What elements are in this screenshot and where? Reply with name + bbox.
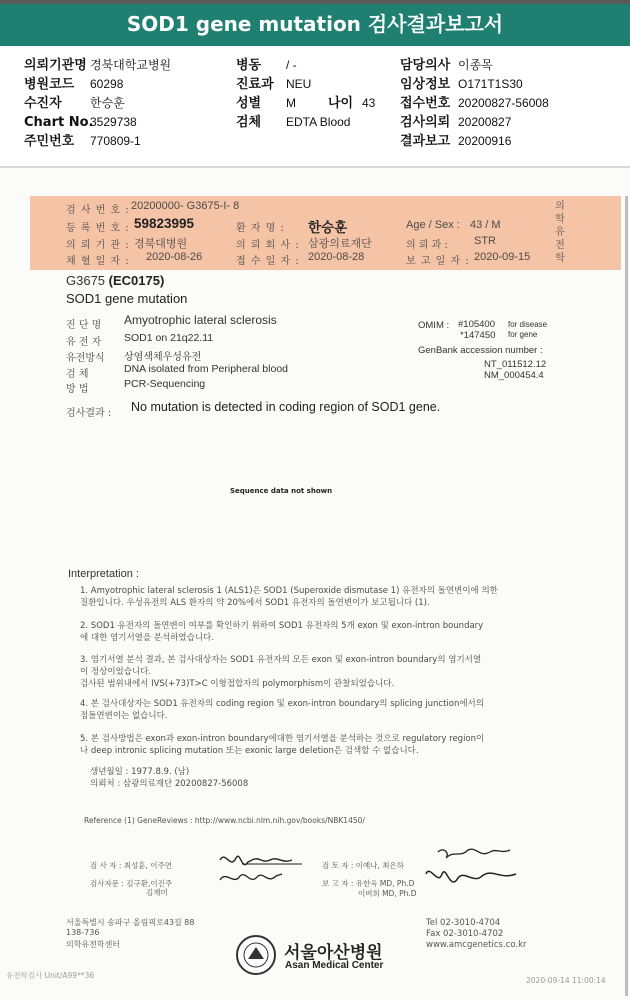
label-specimen: 검체 (236, 115, 262, 130)
req-org-label: 의 뢰 기 관 : (66, 240, 130, 251)
reg-no: 59823995 (134, 216, 195, 231)
reporter-2: 이벼희 MD, Ph.D (358, 889, 417, 898)
label-doctor: 담당의사 (400, 58, 451, 73)
birth-date: 생년월일 : 1977.8.9. (남) (90, 767, 190, 777)
gene-label: 유 전 자 (66, 337, 102, 348)
test-code-main: G3675 (66, 273, 106, 288)
footer-stamp-right: 2020-09-14 11:00:14 (526, 976, 606, 985)
omim-label: OMIM : (418, 320, 450, 331)
test-no: 20200000- G3675-I- 8 (131, 200, 240, 212)
reporter: 보 고 자 : 유한욱 MD, Ph.D (322, 879, 415, 888)
header-col1 (24, 56, 171, 151)
label-chart-no: Chart No. (24, 115, 94, 130)
result-label: 검사결과 : (66, 408, 112, 419)
gene: SOD1 on 21q22.11 (124, 332, 214, 344)
assistant-2: 김재미 (146, 888, 168, 897)
req-co-label: 의 뢰 회 사 : (236, 240, 300, 251)
specimen: DNA isolated from Peripheral blood (124, 363, 289, 375)
value-hospital-code: 60298 (90, 77, 124, 91)
reg-no-label: 등 록 번 호 : (66, 223, 130, 234)
report-date: 2020-09-15 (474, 251, 531, 263)
footer-address-2: 138-736 (66, 928, 100, 937)
inherit-label: 유전방식 (66, 353, 105, 364)
test-code (66, 273, 164, 288)
scan-edge (625, 196, 628, 996)
method-label: 방 법 (66, 384, 89, 395)
genbank-nm: NM_000454.4 (484, 370, 544, 381)
label-department: 진료과 (236, 77, 274, 92)
value-resident-no: 770809-1 (90, 134, 141, 148)
req-co: 삼광의료재단 (308, 238, 372, 250)
label-sex: 성별 (236, 96, 262, 111)
diagnosis: Amyotrophic lateral sclerosis (124, 313, 277, 327)
omim-gene: *147450 (460, 330, 496, 341)
assistant: 검사자문 : 김구환,이진주 (90, 879, 173, 888)
label-request-org: 의뢰기관명 (24, 58, 87, 73)
blood-date-label: 채 혈 일 자 : (66, 256, 130, 267)
requester-label: 의 뢰 과 : (406, 240, 448, 251)
signature-tester (212, 842, 312, 892)
label-hospital-code: 병원코드 (24, 77, 75, 92)
value-receipt-no: 20200827-56008 (458, 96, 549, 110)
specimen-label: 검 체 (66, 369, 89, 380)
footer-dept: 의학유전학센터 (66, 940, 121, 949)
dx-label: 진 단 명 (66, 320, 102, 331)
value-department: NEU (286, 77, 312, 91)
interp-item-5: 5. 본 검사방법은 exon과 exon-intron boundary에대한 염기서열을 분석하는 것으로 regulatory region이 나 deep intronic splicing mutation 또는 exonic large deletion은 검색할 수 없습니다. (80, 734, 485, 756)
header-col2 (236, 56, 375, 132)
interp-item-1: 1. Amyotrophic lateral sclerosis 1 (ALS1)은 SOD1 (Superoxide dismutase 1) 유전자의 돌연변이에 의한 질환입니다. 우성유전의 ALS 환자의 약 20%에서 SOD1 유전자의 돌연변이가 보고됩니다 (1). (80, 586, 498, 608)
patient-name: 한승훈 (308, 220, 348, 235)
footer-fax: Fax 02-3010-4702 (426, 929, 504, 939)
label-ward: 병동 (236, 58, 262, 73)
test-name: SOD1 gene mutation (66, 291, 188, 306)
omim-disease-note: for disease (508, 320, 548, 329)
hospital-name-en: Asan Medical Center (285, 960, 384, 971)
result-text: No mutation is detected in coding region of SOD1 gene. (131, 400, 441, 414)
req-org: 경북대병원 (134, 238, 188, 250)
age-sex-label: Age / Sex : (406, 219, 460, 231)
side-label-medical-genetics: 의학유전학 (555, 201, 565, 264)
sequence-note: Sequence data not shown (230, 487, 333, 495)
signature-reviewer (420, 840, 530, 902)
requester-line: 의뢰처 : 삼광의료재단 20200827-56008 (90, 779, 249, 789)
label-report-date: 결과보고 (400, 134, 451, 149)
label-patient: 수진자 (24, 96, 62, 111)
label-request-date: 검사의뢰 (400, 115, 451, 130)
interp-item-4: 4. 본 검사대상자는 SOD1 유전자의 coding region 및 exon-intron boundary의 splicing junction에서의 점돌연변이는 없습니다. (80, 699, 484, 721)
recv-date: 2020-08-28 (308, 251, 365, 263)
header-col3 (400, 56, 549, 151)
label-receipt-no: 접수번호 (400, 96, 451, 111)
patient-label: 환 자 명 : (236, 223, 285, 234)
genbank-label: GenBank accession number : (418, 345, 543, 356)
value-specimen: EDTA Blood (286, 115, 351, 129)
interp-item-2: 2. SOD1 유전자의 돌연변이 여부를 확인하기 위하여 SOD1 유전자의 5개 exon 및 exon-intron boundary 에 대한 염기서열을 분석하였습니다. (80, 621, 484, 643)
value-age: 43 (362, 96, 376, 110)
footer-address-1: 서울특별시 송파구 올림픽로43길 88 (66, 918, 195, 927)
reference: Reference (1) GeneReviews : http://www.ncbi.nlm.nih.gov/books/NBK1450/ (84, 816, 365, 825)
value-report-date: 20200916 (458, 134, 512, 148)
label-resident-no: 주민번호 (24, 134, 75, 149)
value-ward: / - (286, 58, 297, 72)
genbank-nt: NT_011512.12 (484, 359, 547, 370)
recv-date-label: 접 수 일 자 : (236, 256, 300, 267)
omim-disease: #105400 (458, 319, 495, 330)
age-sex: 43 / M (470, 219, 501, 231)
value-chart-no: 3529738 (90, 115, 137, 129)
report-date-label: 보 고 일 자 : (406, 256, 470, 267)
footer-website: www.amcgenetics.co.kr (426, 940, 527, 950)
hospital-name-kr: 서울아산병원 (284, 943, 383, 963)
seal-emblem-icon (238, 937, 274, 973)
interp-item-3: 3. 염기서열 분석 결과, 본 검사대상자는 SOD1 유전자의 모든 exon 및 exon-intron boundary의 염기서열 이 정상이었습니다. 검사된 범위내에서 IVS(+73)T>C 이형접합자의 polymorphism이 관찰되었습니다. (80, 655, 482, 689)
label-clinical-info: 임상정보 (400, 77, 451, 92)
blood-date: 2020-08-26 (146, 251, 203, 263)
value-clinical-info: O171T1S30 (458, 77, 523, 91)
value-sex: M (286, 96, 296, 110)
footer-stamp-left: 유전학검사 Unit/A99**36 (6, 971, 95, 980)
reviewer: 검 토 자 : 이예나, 최은하 (322, 861, 405, 870)
report-title: SOD1 gene mutation 검사결과보고서 (0, 0, 630, 46)
interpretation-label: Interpretation : (68, 568, 139, 580)
value-request-date: 20200827 (458, 115, 512, 129)
tester: 검 사 자 : 최성훈, 이주연 (90, 861, 173, 870)
method: PCR-Sequencing (124, 378, 206, 390)
value-patient: 한승훈 (90, 96, 125, 110)
test-code-ec: (EC0175) (108, 273, 165, 288)
value-request-org: 경북대학교병원 (90, 58, 172, 72)
value-doctor: 이종목 (458, 58, 493, 72)
test-no-label: 검 사 번 호 : (66, 205, 130, 216)
omim-gene-note: for gene (508, 330, 538, 339)
requester: STR (474, 235, 496, 247)
footer-tel: Tel 02-3010-4704 (426, 918, 501, 928)
inherit: 상염색체우성유전 (124, 352, 202, 363)
asan-foundation-seal (236, 935, 276, 975)
label-age: 나이 (328, 96, 354, 111)
